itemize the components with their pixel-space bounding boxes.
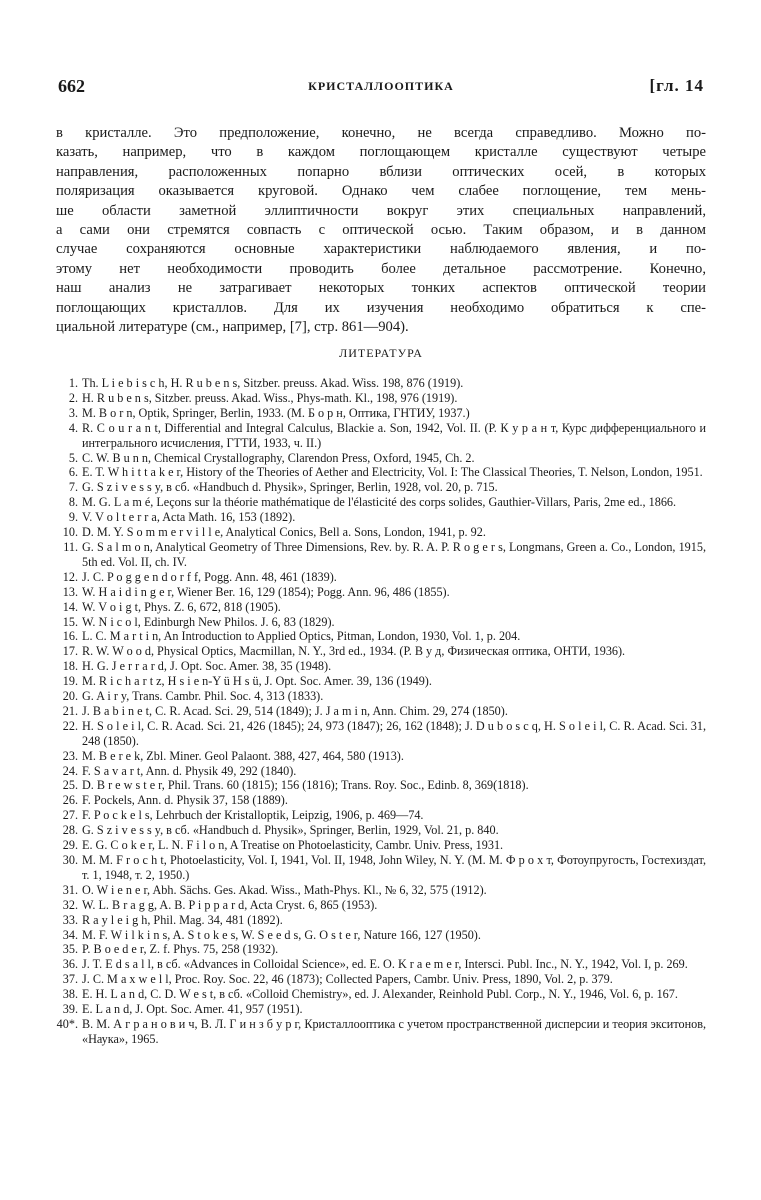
- body-line: а сами они стремятся совпасть с оптической осью. Таким образом, и в данном: [56, 222, 706, 239]
- reference-text: M. G. L a m é, Leçons sur la théorie mathématique de l'élasticité des corps solides, Gauthier-Villars, Paris, 2me ed., 1866.: [82, 495, 677, 510]
- reference-item: [56, 793, 706, 808]
- reference-text: O. W i e n e r, Abh. Sächs. Ges. Akad. Wiss., Math-Phys. Kl., № 6, 32, 575 (1912).: [82, 882, 487, 897]
- reference-item: [56, 585, 706, 600]
- reference-number: 36.: [62, 957, 78, 972]
- reference-number: 2.: [68, 390, 78, 405]
- reference-number: 40*.: [56, 1016, 78, 1031]
- reference-item: [56, 808, 706, 823]
- reference-number: 25.: [62, 778, 78, 793]
- page-number: 662: [58, 76, 85, 96]
- body-line: ше области заметной эллиптичности вокруг этих специальных направлений,: [56, 202, 706, 219]
- reference-text: В. М. А г р а н о в и ч, В. Л. Г и н з б у р г, Кристаллооптика с учетом пространственной дисперсии и теория экситонов, «Наука», 1965.: [82, 1016, 706, 1046]
- reference-text: G. S a l m o n, Analytical Geometry of Three Dimensions, Rev. by. R. A. P. R o g e r s, Longmans, Green a. Co., London, 1915, 5th ed. Vol. II, ch. IV.: [82, 539, 706, 569]
- chapter-reference: [гл. 14: [649, 76, 704, 95]
- reference-text: M. R i c h a r t z, H s i e n-Y ü H s ü, J. Opt. Soc. Amer. 39, 136 (1949).: [82, 674, 432, 689]
- reference-text: J. B a b i n e t, C. R. Acad. Sci. 29, 514 (1849); J. J a m i n, Ann. Chim. 29, 274 (1850).: [82, 703, 508, 718]
- reference-text: M. F. W i l k i n s, A. S t o k e s, W. S e e d s, G. O s t e r, Nature 166, 127 (1950).: [82, 927, 481, 942]
- reference-text: W. L. B r a g g, A. B. P i p p a r d, Acta Cryst. 6, 865 (1953).: [82, 897, 378, 912]
- reference-item: [56, 510, 706, 525]
- body-line: поглощающих кристаллов. Для их изучения необходимо обратиться к спе-: [56, 299, 706, 316]
- reference-number: 3.: [68, 405, 78, 420]
- reference-text: D. B r e w s t e r, Phil. Trans. 60 (1815); 156 (1816); Trans. Roy. Soc., Edinb. 8, 369(1818).: [82, 778, 529, 793]
- reference-number: 23.: [62, 748, 78, 763]
- reference-text: G. S z i v e s s y, в сб. «Handbuch d. Physik», Springer, Berlin, 1928, vol. 20, p. 715.: [82, 480, 498, 495]
- reference-number: 15.: [62, 614, 78, 629]
- reference-number: 33.: [62, 912, 78, 927]
- reference-number: 27.: [62, 808, 78, 823]
- reference-item: [56, 659, 706, 674]
- reference-item: [56, 1002, 706, 1017]
- reference-number: 28.: [62, 823, 78, 838]
- reference-text: H. G. J e r r a r d, J. Opt. Soc. Amer. 38, 35 (1948).: [82, 659, 332, 674]
- reference-text: F. Pockels, Ann. d. Physik 37, 158 (1889).: [82, 793, 288, 808]
- reference-number: 12.: [62, 569, 78, 584]
- reference-number: 9.: [68, 510, 78, 525]
- body-line: поляризация оказывается круговой. Однако чем слабее поглощение, тем мень-: [56, 183, 706, 200]
- reference-number: 7.: [68, 480, 78, 495]
- reference-text: F. P o c k e l s, Lehrbuch der Kristalloptik, Leipzig, 1906, p. 469—74.: [82, 808, 424, 823]
- reference-item: [56, 644, 706, 659]
- reference-item: [56, 928, 706, 943]
- body-line: казать, например, что в каждом поглощающем кристалле существуют четыре: [56, 144, 706, 161]
- reference-text: D. M. Y. S o m m e r v i l l e, Analytical Conics, Bell a. Sons, London, 1941, p. 92.: [82, 525, 486, 540]
- reference-item: [56, 853, 706, 883]
- reference-item: [56, 376, 706, 391]
- reference-text: H. R u b e n s, Sitzber. preuss. Akad. Wiss., Phys-math. Kl., 198, 976 (1919).: [82, 390, 458, 405]
- body-line: случае сохраняются основные характеристики наблюдаемого явления, и по-: [56, 241, 706, 258]
- reference-item: [56, 957, 706, 972]
- reference-text: E. G. C o k e r, L. N. F i l o n, A Treatise on Photoelasticity, Cambr. Univ. Press, 1931.: [82, 838, 504, 853]
- body-line: направления, расположенных попарно вблизи оптических осей, в которых: [56, 163, 706, 180]
- reference-number: 29.: [62, 838, 78, 853]
- body-line: этому нет необходимости проводить более детальное рассмотрение. Конечно,: [56, 260, 706, 277]
- reference-text: J. C. M a x w e l l, Proc. Roy. Soc. 22, 46 (1873); Collected Papers, Cambr. Univ. Press, 1890, Vol. 2, p. 379.: [82, 972, 613, 987]
- reference-number: 34.: [62, 927, 78, 942]
- reference-number: 32.: [62, 897, 78, 912]
- reference-item: [56, 615, 706, 630]
- reference-item: [56, 778, 706, 793]
- reference-number: 26.: [62, 793, 78, 808]
- reference-text: C. W. B u n n, Chemical Crystallography, Clarendon Press, Oxford, 1945, Ch. 2.: [82, 450, 475, 465]
- reference-item: [56, 942, 706, 957]
- reference-item: [56, 421, 706, 451]
- reference-text: J. C. P o g g e n d o r f f, Pogg. Ann. 48, 461 (1839).: [82, 569, 337, 584]
- reference-number: 16.: [62, 629, 78, 644]
- reference-number: 22.: [62, 718, 78, 733]
- reference-item: [56, 391, 706, 406]
- reference-item: [56, 987, 706, 1002]
- reference-text: W. N i c o l, Edinburgh New Philos. J. 6, 83 (1829).: [82, 614, 335, 629]
- reference-item: [56, 451, 706, 466]
- reference-item: [56, 838, 706, 853]
- reference-item: [56, 1017, 706, 1047]
- reference-number: 6.: [68, 465, 78, 480]
- reference-item: [56, 898, 706, 913]
- reference-number: 8.: [68, 495, 78, 510]
- reference-text: M. B e r e k, Zbl. Miner. Geol Palaont. 388, 427, 464, 580 (1913).: [82, 748, 404, 763]
- reference-text: J. T. E d s a l l, в сб. «Advances in Colloidal Science», ed. E. O. K r a e m e r, Intersci. Publ. Inc., N. Y., 1942, Vol. I, p. 269.: [82, 957, 688, 972]
- reference-number: 1.: [68, 376, 78, 390]
- reference-item: [56, 406, 706, 421]
- body-line: наш анализ не затрагивает некоторых тонких аспектов оптической теории: [56, 280, 706, 297]
- reference-number: 14.: [62, 599, 78, 614]
- reference-number: 10.: [62, 525, 78, 540]
- reference-item: [56, 495, 706, 510]
- reference-number: 13.: [62, 584, 78, 599]
- reference-item: [56, 823, 706, 838]
- reference-number: 11.: [63, 539, 78, 554]
- reference-text: V. V o l t e r r a, Acta Math. 16, 153 (1892).: [82, 510, 296, 525]
- reference-item: [56, 883, 706, 898]
- literature-heading: ЛИТЕРАТУРА: [339, 346, 423, 360]
- reference-item: [56, 913, 706, 928]
- reference-list: [56, 376, 706, 1047]
- reference-text: R. C o u r a n t, Differential and Integral Calculus, Blackie a. Son, 1942, Vol. II. (Р. К у р а н т, Курс дифференциального и интегрального исчисления, ГТТИ, 1933, ч. II.): [82, 420, 706, 450]
- reference-number: 4.: [68, 420, 78, 435]
- reference-item: [56, 465, 706, 480]
- reference-number: 31.: [62, 882, 78, 897]
- reference-text: R. W. W o o d, Physical Optics, Macmillan, N. Y., 3rd ed., 1934. (Р. В у д, Физическая оптика, ОНТИ, 1936).: [82, 644, 626, 659]
- reference-text: L. C. M a r t i n, An Introduction to Applied Optics, Pitman, London, 1930, Vol. 1, p. 204.: [82, 629, 521, 644]
- reference-number: 5.: [68, 450, 78, 465]
- reference-item: [56, 674, 706, 689]
- page-header: [56, 76, 706, 100]
- reference-item: [56, 600, 706, 615]
- reference-text: E. L a n d, J. Opt. Soc. Amer. 41, 957 (1951).: [82, 1002, 303, 1017]
- reference-text: G. A i r y, Trans. Cambr. Phil. Soc. 4, 313 (1833).: [82, 689, 324, 704]
- reference-text: E. T. W h i t t a k e r, History of the Theories of Aether and Electricity, Vol. I: The Classical Theories, T. Nelson, London, 1951.: [82, 465, 703, 480]
- reference-number: 38.: [62, 987, 78, 1002]
- running-title: КРИСТАЛЛООПТИКА: [308, 79, 454, 93]
- reference-text: M. M. F r o c h t, Photoelasticity, Vol. I, 1941, Vol. II, 1948, John Wiley, N. Y. (М. М. Ф р о х т, Фотоупругость, Гостехиздат, т. 1, 1948, т. 2, 1950.): [82, 853, 706, 882]
- body-line: циальной литературе (см., например, [7], стр. 861—904).: [56, 319, 409, 336]
- reference-number: 30.: [62, 853, 78, 867]
- reference-item: [56, 972, 706, 987]
- reference-text: R a y l e i g h, Phil. Mag. 34, 481 (1892).: [82, 912, 283, 927]
- reference-item: [56, 480, 706, 495]
- reference-number: 20.: [62, 689, 78, 704]
- reference-text: F. S a v a r t, Ann. d. Physik 49, 292 (1840).: [82, 763, 297, 778]
- reference-item: [56, 629, 706, 644]
- reference-item: [56, 540, 706, 570]
- reference-item: [56, 525, 706, 540]
- reference-number: 39.: [62, 1002, 78, 1017]
- reference-number: 35.: [62, 942, 78, 957]
- reference-text: P. B o e d e r, Z. f. Phys. 75, 258 (1932).: [82, 942, 279, 957]
- reference-number: 37.: [62, 972, 78, 987]
- reference-item: [56, 689, 706, 704]
- reference-item: [56, 704, 706, 719]
- body-line: в кристалле. Это предположение, конечно, не всегда справедливо. Можно по-: [56, 125, 706, 141]
- reference-item: [56, 570, 706, 585]
- reference-item: [56, 764, 706, 779]
- reference-item: [56, 719, 706, 749]
- reference-number: 18.: [62, 659, 78, 674]
- reference-text: H. S o l e i l, C. R. Acad. Sci. 21, 426 (1845); 24, 973 (1847); 26, 162 (1848); J. D u b o s c q, H. S o l e i l, C. R. Acad. Sci. 31, 248 (1850).: [82, 718, 706, 748]
- reference-number: 24.: [62, 763, 78, 778]
- reference-text: W. H a i d i n g e r, Wiener Ber. 16, 129 (1854); Pogg. Ann. 96, 486 (1855).: [82, 584, 450, 599]
- body-paragraph: [56, 124, 706, 337]
- reference-text: Th. L i e b i s c h, H. R u b e n s, Sitzber. preuss. Akad. Wiss. 198, 876 (1919).: [82, 376, 464, 390]
- reference-text: G. S z i v e s s y, в сб. «Handbuch d. Physik», Springer, Berlin, 1929, Vol. 21, p. 840.: [82, 823, 499, 838]
- reference-number: 17.: [62, 644, 78, 659]
- reference-number: 19.: [62, 674, 78, 689]
- reference-number: 21.: [62, 703, 78, 718]
- reference-text: E. H. L a n d, C. D. W e s t, в сб. «Colloid Chemistry», ed. J. Alexander, Reinhold Publ. Corp., N. Y., 1946, Vol. 6, p. 167.: [82, 987, 678, 1002]
- reference-text: M. B o r n, Optik, Springer, Berlin, 1933. (М. Б о р н, Оптика, ГНТИУ, 1937.): [82, 405, 470, 420]
- reference-text: W. V o i g t, Phys. Z. 6, 672, 818 (1905).: [82, 599, 281, 614]
- reference-item: [56, 749, 706, 764]
